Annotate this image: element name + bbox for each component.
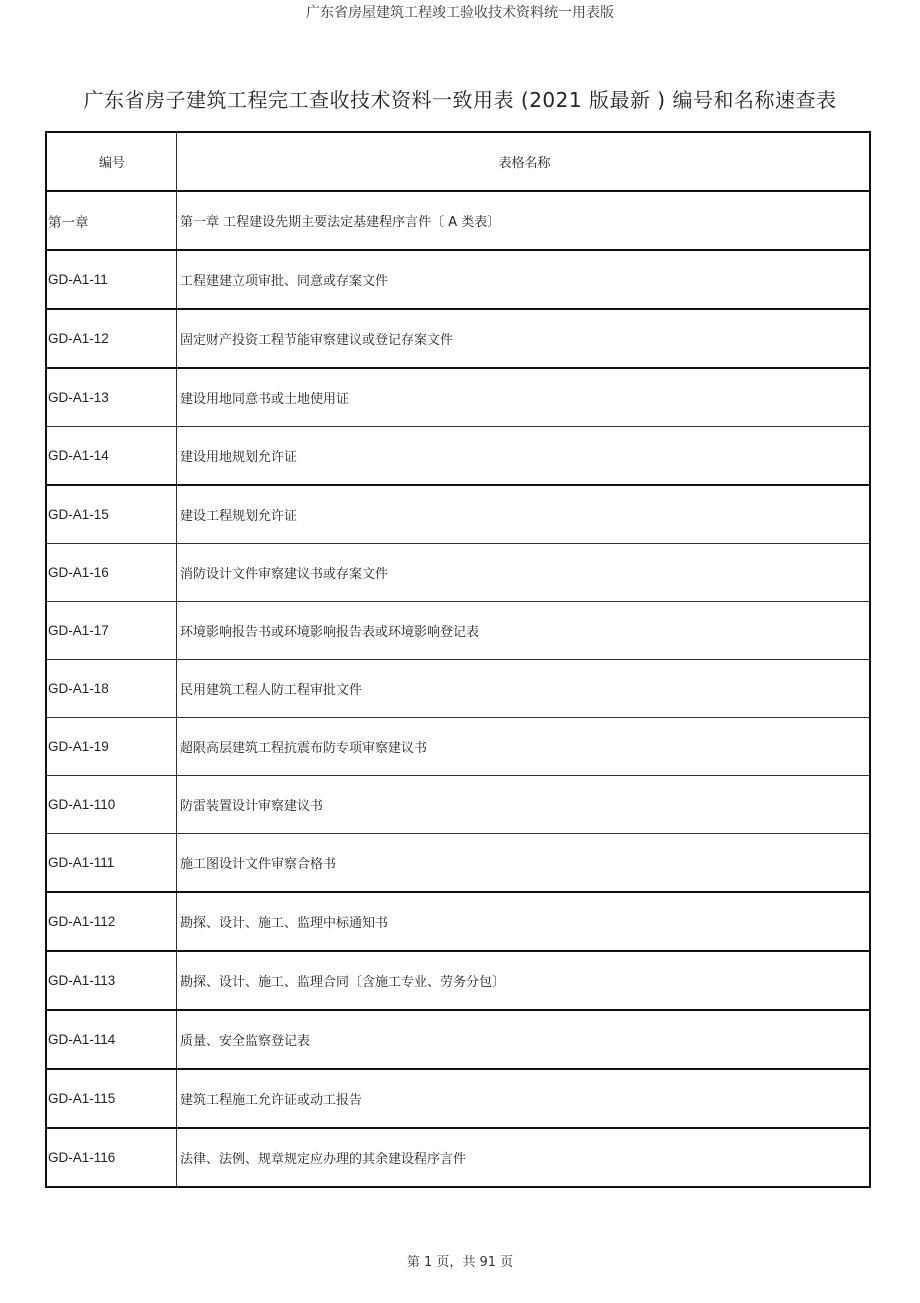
table-row (46, 250, 870, 309)
row-name: 施工图设计文件审察合格书 (177, 834, 871, 893)
row-code: GD-A1-16 (46, 544, 177, 602)
header-name: 表格名称 (177, 132, 871, 191)
row-code: GD-A1-116 (46, 1128, 177, 1187)
row-name: 勘探、设计、施工、监理合同〔含施工专业、劳务分包〕 (177, 951, 871, 1010)
table-row (46, 1128, 870, 1187)
row-name: 民用建筑工程人防工程审批文件 (177, 660, 871, 718)
table-row (46, 660, 870, 718)
row-name: 建设工程规划允许证 (177, 485, 871, 544)
row-name: 建设用地规划允许证 (177, 427, 871, 486)
row-code: GD-A1-17 (46, 602, 177, 660)
row-name: 建设用地同意书或土地使用证 (177, 368, 871, 427)
row-name: 勘探、设计、施工、监理中标通知书 (177, 892, 871, 951)
row-name: 超限高层建筑工程抗震布防专项审察建议书 (177, 718, 871, 776)
table-row (46, 1010, 870, 1069)
row-code: GD-A1-115 (46, 1069, 177, 1128)
header-code: 编号 (46, 132, 177, 191)
row-code: GD-A1-110 (46, 776, 177, 834)
row-code: GD-A1-112 (46, 892, 177, 951)
table-row (46, 1069, 870, 1128)
row-code: GD-A1-114 (46, 1010, 177, 1069)
row-code: GD-A1-113 (46, 951, 177, 1010)
row-code: GD-A1-15 (46, 485, 177, 544)
table-header-row (46, 132, 870, 191)
row-name: 建筑工程施工允许证或动工报告 (177, 1069, 871, 1128)
row-code: GD-A1-12 (46, 309, 177, 368)
row-code: GD-A1-14 (46, 427, 177, 486)
code-name-table (45, 131, 871, 1188)
table-row (46, 602, 870, 660)
page-number: 第 1 页，共 91 页 (406, 1255, 514, 1270)
table-row (46, 427, 870, 486)
table-row (46, 544, 870, 602)
row-name: 防雷装置设计审察建议书 (177, 776, 871, 834)
table-row (46, 776, 870, 834)
table-row (46, 951, 870, 1010)
row-name: 质量、安全监察登记表 (177, 1010, 871, 1069)
row-name: 固定财产投资工程节能审察建议或登记存案文件 (177, 309, 871, 368)
row-name: 环境影响报告书或环境影响报告表或环境影响登记表 (177, 602, 871, 660)
row-code: GD-A1-13 (46, 368, 177, 427)
table-row (46, 892, 870, 951)
row-name: 第一章 工程建设先期主要法定基建程序言件〔 A 类表〕 (177, 191, 871, 250)
row-name: 工程建建立项审批、同意或存案文件 (177, 250, 871, 309)
row-code: GD-A1-18 (46, 660, 177, 718)
row-name: 法律、法例、规章规定应办理的其余建设程序言件 (177, 1128, 871, 1187)
row-code: GD-A1-111 (46, 834, 177, 893)
table-row (46, 718, 870, 776)
table-row (46, 309, 870, 368)
document-title: 广东省房子建筑工程完工查收技术资料一致用表 (2021 版最新 ) 编号和名称速查表 (83, 88, 837, 112)
table-row (46, 834, 870, 893)
table-row (46, 191, 870, 250)
running-header: 广东省房屋建筑工程竣工验收技术资料统一用表版 (306, 5, 614, 21)
row-code: GD-A1-11 (46, 250, 177, 309)
row-code: GD-A1-19 (46, 718, 177, 776)
table-row (46, 368, 870, 427)
table-row (46, 485, 870, 544)
row-code: 第一章 (46, 191, 177, 250)
row-name: 消防设计文件审察建议书或存案文件 (177, 544, 871, 602)
